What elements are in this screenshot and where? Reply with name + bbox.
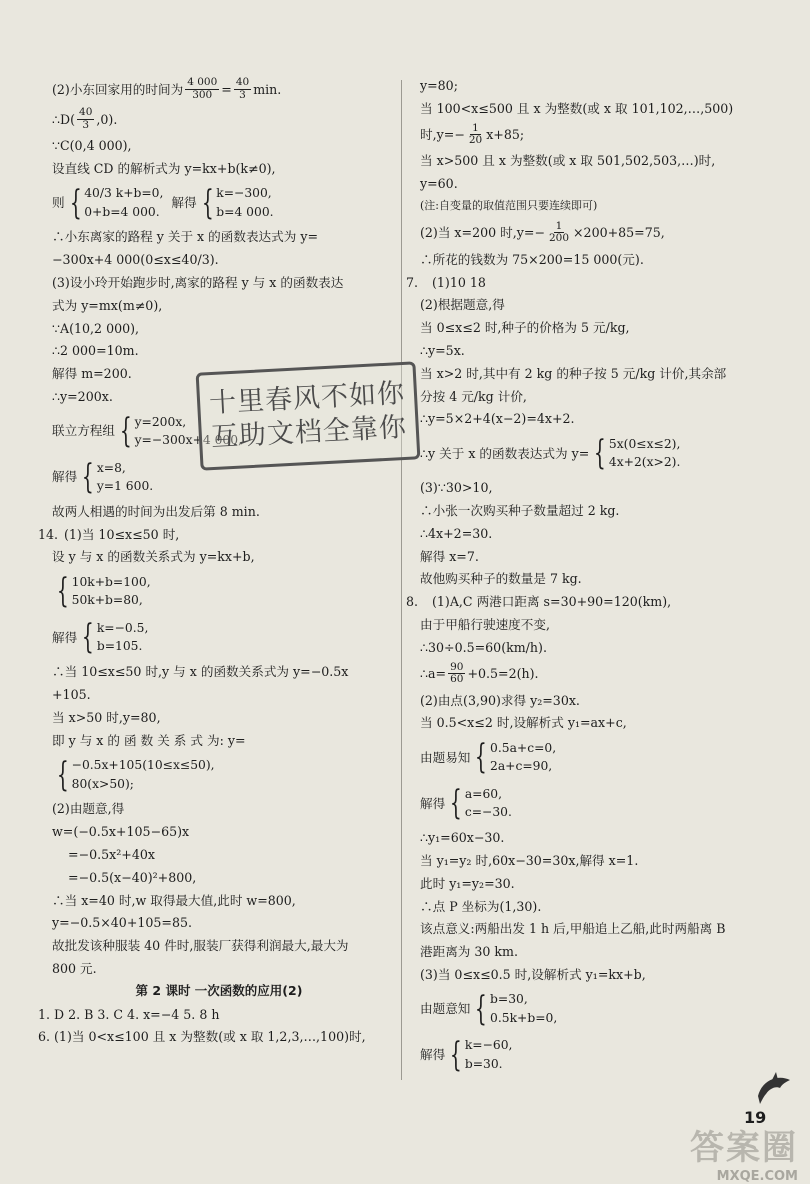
line-text: 则 <box>52 195 65 211</box>
line-text: 故批发该种服装 40 件时,服装厂获得利润最大,最大为 <box>52 938 349 954</box>
line-text: 解得 m=200. <box>52 366 132 382</box>
site-watermark <box>690 1120 798 1184</box>
line-text: (1)当 10≤x≤50 时, <box>64 526 180 542</box>
left-line <box>38 866 400 889</box>
equation-row: 10k+b=100, <box>71 574 151 589</box>
equation-system <box>77 619 148 656</box>
stamp-line-1: 十里春风不如你 <box>208 378 406 420</box>
line-text: 即 y 与 x 的 函 数 关 系 式 为: y= <box>52 732 246 748</box>
line-text: 6. (1)当 0<x≤100 且 x 为整数(或 x 取 1,2,3,…,100)时, <box>38 1029 366 1045</box>
line-text: ∴30÷0.5=60(km/h). <box>420 639 547 655</box>
left-line <box>38 271 400 294</box>
line-text: +0.5=2(h). <box>467 666 539 682</box>
left-line <box>38 500 400 523</box>
line-text: (注:自变量的取值范围只要连续即可) <box>420 199 598 213</box>
left-line <box>38 706 400 729</box>
line-text: (3)当 0≤x≤0.5 时,设解析式 y₁=kx+b, <box>420 967 646 982</box>
equation-rows <box>97 619 149 656</box>
line-text: −300x+4 000(0≤x≤40/3). <box>52 252 219 268</box>
left-line <box>38 226 400 249</box>
left-line <box>38 934 400 957</box>
line-text: 当 y₁=y₂ 时,60x−30=30x,解得 x=1. <box>420 853 639 869</box>
right-line <box>406 172 786 195</box>
line-text: ∴D( <box>52 111 76 127</box>
equation-row: b=4 000. <box>216 204 274 219</box>
left-line <box>38 889 400 912</box>
left-line <box>38 157 400 180</box>
line-text: x+85; <box>486 127 525 143</box>
left-column <box>38 74 400 1048</box>
equation-system <box>589 435 680 472</box>
left-line <box>38 843 400 866</box>
line-text: (2)由题意,得 <box>52 801 125 817</box>
line-text: ∴2 000=10m. <box>52 343 139 359</box>
fraction-denominator: 3 <box>239 88 246 101</box>
fraction-numerator: 90 <box>450 660 464 673</box>
fraction-numerator: 40 <box>79 105 93 118</box>
left-line <box>38 546 400 569</box>
line-text: 当 100<x≤500 且 x 为整数(或 x 取 101,102,…,500) <box>420 100 734 116</box>
question-number: 7. <box>406 274 419 290</box>
line-text: +105. <box>52 687 91 703</box>
equation-rows <box>72 756 215 793</box>
equation-row: 80(x>50); <box>71 776 134 791</box>
line-text: ∴y 关于 x 的函数表达式为 y= <box>420 445 590 461</box>
brace-glyph: { <box>56 571 69 612</box>
line-text: 此时 y₁=y₂=30. <box>420 875 515 891</box>
equation-system <box>52 756 215 793</box>
equation-row: 0+b=4 000. <box>84 204 160 219</box>
watermark-url: MXQE.COM <box>716 1169 798 1184</box>
line-text: 港距离为 30 km. <box>420 944 518 960</box>
equation-rows <box>72 573 151 610</box>
equation-system <box>445 785 512 822</box>
line-text: ∵C(0,4 000), <box>52 137 132 153</box>
line-text: 当 0.5<x≤2 时,设解析式 y₁=ax+c, <box>420 715 627 731</box>
right-line <box>406 613 786 636</box>
right-line <box>406 780 786 826</box>
right-line <box>406 408 786 431</box>
line-text: ∴a= <box>420 666 447 682</box>
line-text: ∴y=5×2+4(x−2)=4x+2. <box>420 411 575 427</box>
equation-row: k=−60, <box>464 1038 513 1053</box>
equation-rows <box>97 459 153 496</box>
fraction-numerator: 1 <box>555 219 563 232</box>
equation-row: y=−300x+4 000, <box>134 432 242 447</box>
right-line <box>406 940 786 963</box>
equation-system <box>470 739 556 776</box>
equation-row: a=60, <box>464 786 503 801</box>
right-line <box>406 120 786 150</box>
fraction-denominator: 60 <box>450 673 464 686</box>
equation-rows <box>84 184 163 221</box>
equation-row: y=1 600. <box>96 478 154 493</box>
question-number: 8. <box>406 594 419 610</box>
equation-row: b=30, <box>490 992 528 1007</box>
line-text: (1)10 18 <box>432 274 486 290</box>
right-line <box>406 590 786 613</box>
equation-rows <box>465 1036 513 1073</box>
line-text: ∴小东离家的路程 y 关于 x 的函数表达式为 y= <box>52 229 318 245</box>
right-line <box>406 195 786 218</box>
fraction <box>185 77 219 101</box>
equation-row: b=30. <box>464 1056 503 1071</box>
line-text: 故两人相遇的时间为出发后第 8 min. <box>52 503 260 519</box>
right-line <box>406 636 786 659</box>
line-text: w=(−0.5x+105−65)x <box>52 824 190 840</box>
line-text: ,0). <box>96 111 118 127</box>
column-divider <box>401 80 402 1080</box>
line-text: =−0.5(x−40)²+800, <box>68 869 197 885</box>
fraction <box>448 662 465 686</box>
line-text: ∵A(10,2 000), <box>52 320 140 336</box>
left-line <box>38 248 400 271</box>
left-line <box>38 317 400 340</box>
left-line <box>38 134 400 157</box>
seal-stamp <box>196 361 421 470</box>
left-line <box>38 683 400 706</box>
equation-row: x=8, <box>96 460 126 475</box>
line-text: ∴点 P 坐标为(1,30). <box>420 898 542 914</box>
line-text: ∴y₁=60x−30. <box>420 830 505 846</box>
line-text: 联立方程组 <box>52 423 115 439</box>
brace-glyph: { <box>594 433 607 474</box>
line-text: 由于甲船行驶速度不变, <box>420 617 550 633</box>
equation-row: y=200x, <box>134 414 187 429</box>
line-text: y=80; <box>420 77 458 93</box>
equation-row: −0.5x+105(10≤x≤50), <box>71 758 215 773</box>
line-text: 该点意义:两船出发 1 h 后,甲船追上乙船,此时两船离 B <box>420 921 726 937</box>
equation-system <box>470 990 557 1027</box>
line-text: ×200+85=75, <box>573 225 665 241</box>
line-text: 设 y 与 x 的函数关系式为 y=kx+b, <box>52 549 255 565</box>
left-line <box>38 614 400 660</box>
line-text: ∴y=200x. <box>52 389 113 405</box>
left-line <box>38 74 400 104</box>
line-text: 时,y=− <box>420 127 465 143</box>
equation-row: c=−30. <box>464 805 512 820</box>
right-line <box>406 1032 786 1078</box>
line-text: 分按 4 元/kg 计价, <box>420 388 527 404</box>
line-text: 设直线 CD 的解析式为 y=kx+b(k≠0), <box>52 160 276 176</box>
fraction-numerator: 1 <box>472 121 479 134</box>
line-text: 解得 x=7. <box>420 548 479 564</box>
brace-glyph: { <box>450 1034 462 1075</box>
page-number: 19 <box>744 1108 767 1127</box>
line-text: (2)小东回家用的时间为 <box>52 81 184 97</box>
equation-row: b=105. <box>96 639 143 654</box>
left-line <box>38 729 400 752</box>
line-text: (3)∵30>10, <box>420 480 493 496</box>
right-line <box>406 734 786 780</box>
line-text: 解得 <box>52 629 78 645</box>
line-text: ∴当 10≤x≤50 时,y 与 x 的函数关系式为 y=−0.5x <box>52 664 349 680</box>
equation-row: 2a+c=90, <box>490 759 553 774</box>
line-text: 解得 <box>163 195 197 211</box>
left-line <box>38 294 400 317</box>
line-text: 第 2 课时 一次函数的应用(2) <box>135 982 303 998</box>
right-line <box>406 712 786 735</box>
brace-glyph: { <box>82 456 94 497</box>
right-line <box>406 499 786 522</box>
left-line <box>38 957 400 980</box>
brace-glyph: { <box>475 988 488 1029</box>
dolphin-icon <box>752 1066 796 1110</box>
line-text: 1. D 2. B 3. C 4. x=−4 5. 8 h <box>38 1006 220 1022</box>
brace-glyph: { <box>475 737 488 778</box>
stamp-line-2: 互助文档全靠你 <box>210 411 408 454</box>
equation-row: 5x(0≤x≤2), <box>608 436 681 451</box>
fraction <box>77 107 94 131</box>
left-line <box>38 1003 400 1026</box>
line-text: (2)当 x=200 时,y=− <box>420 225 545 241</box>
right-line <box>406 522 786 545</box>
line-text: 解得 <box>420 1047 446 1063</box>
question-number: 14. <box>38 526 59 542</box>
right-line <box>406 918 786 941</box>
line-text: 当 x>500 且 x 为整数(或 x 取 501,502,503,…)时, <box>420 153 716 169</box>
line-text: 式为 y=mx(m≠0), <box>52 297 163 313</box>
right-line <box>406 476 786 499</box>
left-line <box>38 980 400 1003</box>
line-text: =−0.5x²+40x <box>68 847 155 863</box>
fraction <box>234 77 251 101</box>
right-line <box>406 872 786 895</box>
right-line <box>406 218 786 248</box>
right-line <box>406 659 786 689</box>
left-line <box>38 660 400 683</box>
equation-row: 40/3 k+b=0, <box>84 186 164 201</box>
line-text: 当 x>50 时,y=80, <box>52 709 161 725</box>
left-line <box>38 180 400 226</box>
right-line <box>406 248 786 271</box>
line-text: (1)A,C 两港口距离 s=30+90=120(km), <box>432 594 672 610</box>
equation-system <box>445 1036 512 1073</box>
equation-system <box>77 456 154 497</box>
right-line <box>406 362 786 385</box>
brace-glyph: { <box>201 182 214 223</box>
right-line <box>406 97 786 120</box>
left-line <box>38 912 400 935</box>
fraction-numerator: 40 <box>235 75 250 88</box>
line-text: 当 x>2 时,其中有 2 kg 的种子按 5 元/kg 计价,其余部 <box>420 365 727 381</box>
brace-glyph: { <box>450 783 462 824</box>
line-text: ∴4x+2=30. <box>420 525 493 541</box>
fraction-denominator: 20 <box>468 134 483 147</box>
right-line <box>406 271 786 294</box>
left-line <box>38 752 400 798</box>
line-text: (2)根据题意,得 <box>420 297 505 313</box>
line-text: ∴y=5x. <box>420 343 465 359</box>
equation-system <box>52 573 151 610</box>
fraction <box>467 123 484 147</box>
fraction-denominator: 300 <box>192 88 213 101</box>
right-line <box>406 430 786 476</box>
watermark-title: 答案圈 <box>690 1128 798 1168</box>
right-line <box>406 316 786 339</box>
equation-row: 4x+2(x>2). <box>608 455 681 470</box>
right-line <box>406 294 786 317</box>
equation-row: 0.5a+c=0, <box>490 740 557 755</box>
right-column <box>406 74 786 1078</box>
right-line <box>406 568 786 591</box>
equation-row: 50k+b=80, <box>71 593 143 608</box>
right-line <box>406 545 786 568</box>
left-line <box>38 798 400 821</box>
line-text: 解得 <box>52 469 78 485</box>
left-line <box>38 568 400 614</box>
fraction-numerator: 4 000 <box>187 75 218 88</box>
line-text: min. <box>253 81 282 97</box>
equation-row: k=−300, <box>216 186 272 201</box>
fraction-denominator: 3 <box>82 118 90 131</box>
equation-rows <box>490 739 556 776</box>
line-text: ∴小张一次购买种子数量超过 2 kg. <box>420 503 620 519</box>
line-text: y=60. <box>420 176 458 192</box>
right-line <box>406 150 786 173</box>
brace-glyph: { <box>56 754 69 795</box>
equation-system <box>197 184 274 221</box>
line-text: ∴所花的钱数为 75×200=15 000(元). <box>420 251 644 267</box>
line-text: 故他购买种子的数量是 7 kg. <box>420 571 582 587</box>
line-text: (3)设小玲开始跑步时,离家的路程 y 与 x 的函数表达 <box>52 275 344 291</box>
equation-rows <box>609 435 680 472</box>
left-line <box>38 523 400 546</box>
right-line <box>406 826 786 849</box>
line-text: ∴当 x=40 时,w 取得最大值,此时 w=800, <box>52 892 296 908</box>
right-line <box>406 689 786 712</box>
right-line <box>406 385 786 408</box>
brace-glyph: { <box>119 410 132 451</box>
left-line <box>38 1026 400 1049</box>
line-text: 800 元. <box>52 961 97 977</box>
right-line <box>406 74 786 97</box>
equation-rows <box>216 184 273 221</box>
equation-system <box>65 184 164 221</box>
line-text: = <box>221 81 232 97</box>
line-text: 解得 <box>420 795 446 811</box>
brace-glyph: { <box>82 617 94 658</box>
equation-row: k=−0.5, <box>96 620 149 635</box>
brace-glyph: { <box>69 182 82 223</box>
equation-rows <box>465 785 512 822</box>
right-line <box>406 895 786 918</box>
line-text: (2)由点(3,90)求得 y₂=30x. <box>420 692 580 708</box>
fraction-denominator: 200 <box>548 232 569 245</box>
right-line <box>406 339 786 362</box>
line-text: y=−0.5×40+105=85. <box>52 915 192 931</box>
equation-rows <box>490 990 557 1027</box>
line-text: 由题意知 <box>420 1001 471 1017</box>
fraction <box>547 221 571 245</box>
right-line <box>406 986 786 1032</box>
left-line <box>38 820 400 843</box>
right-line <box>406 963 786 986</box>
left-line <box>38 340 400 363</box>
equation-row: 0.5k+b=0, <box>490 1010 558 1025</box>
left-line <box>38 104 400 134</box>
line-text: 由题易知 <box>420 749 471 765</box>
right-line <box>406 849 786 872</box>
line-text: 当 0≤x≤2 时,种子的价格为 5 元/kg, <box>420 320 630 336</box>
